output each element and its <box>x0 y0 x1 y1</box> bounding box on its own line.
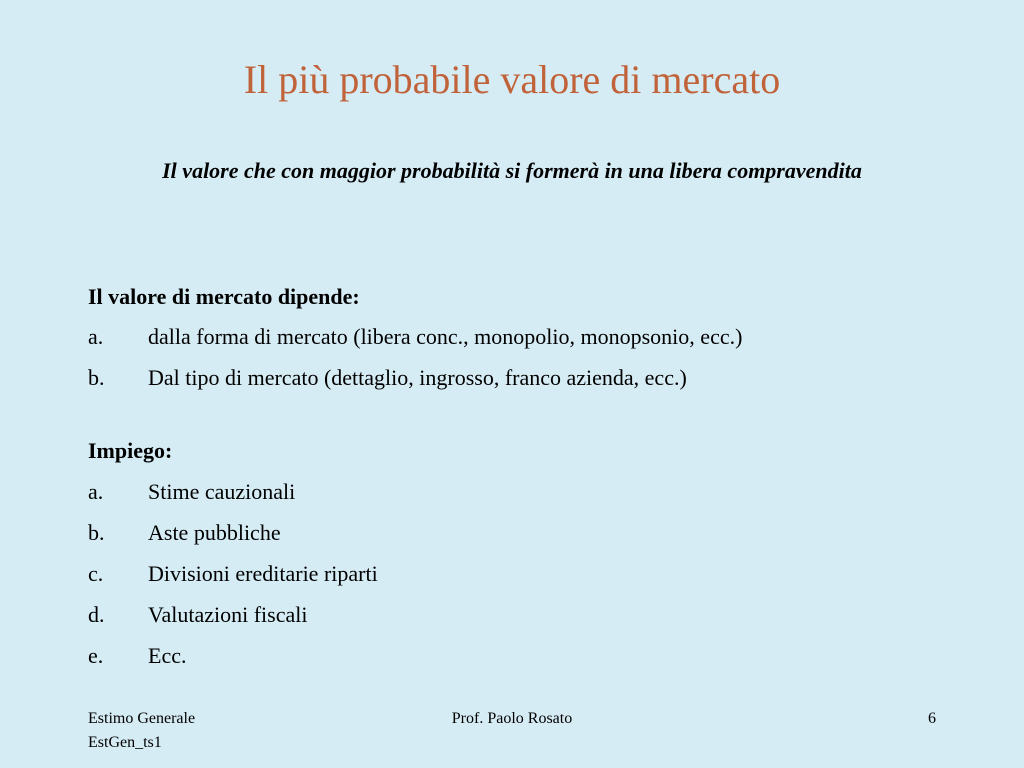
section-heading-usage: Impiego: <box>88 438 173 463</box>
market-value-list <box>88 316 742 398</box>
list-item <box>88 512 378 553</box>
list-item <box>88 553 378 594</box>
list-item-text: Dal tipo di mercato (dettaglio, ingrosso, franco azienda, ecc.) <box>148 365 687 390</box>
list-item-text: Stime cauzionali <box>148 479 296 504</box>
footer-file-code: EstGen_ts1 <box>88 734 162 751</box>
footer-course-name: Estimo Generale <box>88 710 196 727</box>
slide-subtitle: Il valore che con maggior probabilità si formerà in una libera compravendita <box>162 158 862 183</box>
list-item-text: Aste pubbliche <box>148 520 281 545</box>
list-marker: d. <box>88 602 105 627</box>
list-item <box>88 316 742 357</box>
list-marker: e. <box>88 643 104 668</box>
list-item <box>88 635 378 676</box>
list-item-text: Ecc. <box>148 643 187 668</box>
list-item <box>88 594 378 635</box>
list-item-text: Divisioni ereditarie riparti <box>148 561 378 586</box>
list-marker: c. <box>88 561 104 586</box>
list-marker: a. <box>88 479 104 504</box>
list-item-text: dalla forma di mercato (libera conc., monopolio, monopsonio, ecc.) <box>148 324 743 349</box>
list-item-text: Valutazioni fiscali <box>148 602 308 627</box>
list-item <box>88 357 742 398</box>
slide-title: Il più probabile valore di mercato <box>243 57 781 102</box>
list-item <box>88 471 378 512</box>
footer-page-number: 6 <box>928 710 936 727</box>
list-marker: a. <box>88 324 104 349</box>
usage-list <box>88 471 378 676</box>
section-heading-market-value: Il valore di mercato dipende: <box>88 284 360 309</box>
footer-author: Prof. Paolo Rosato <box>451 710 573 727</box>
list-marker: b. <box>88 520 105 545</box>
list-marker: b. <box>88 365 105 390</box>
